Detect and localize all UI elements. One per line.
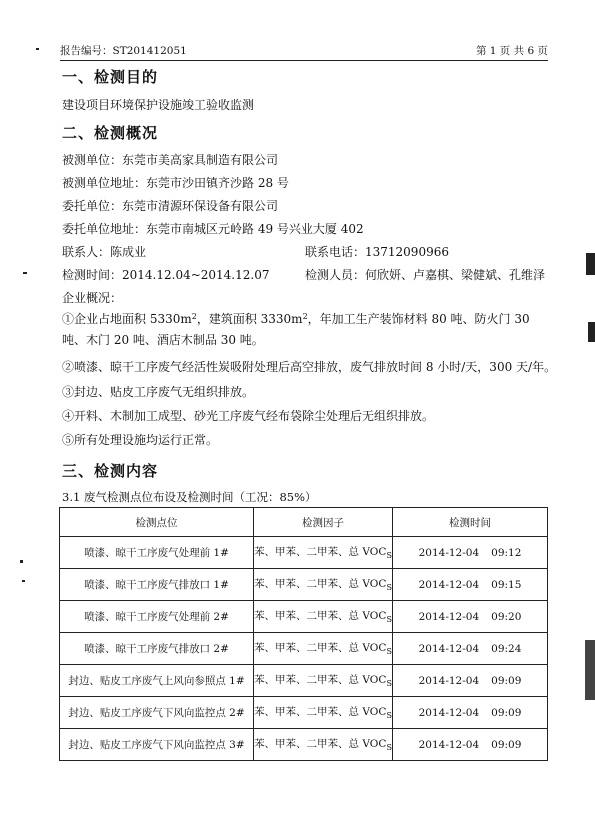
scan-edge-mark (585, 640, 595, 700)
cell-time (393, 665, 548, 697)
table-row (60, 729, 548, 761)
time-text: 09:24 (491, 642, 522, 655)
table-row (60, 569, 548, 601)
page-number: 第 1 页 共 6 页 (475, 45, 548, 57)
overview-label: 企业概况： (62, 291, 123, 305)
factor-text: 苯、甲苯、二甲苯、总 VOC (254, 578, 387, 591)
factor-subscript: S (386, 743, 392, 753)
cell-point: 封边、贴皮工序废气下风向监控点 2# (60, 697, 254, 729)
factor-text: 苯、甲苯、二甲苯、总 VOC (254, 610, 387, 623)
factor-text: 苯、甲苯、二甲苯、总 VOC (254, 674, 387, 687)
date-text: 2014-12-04 (418, 642, 480, 655)
factor-subscript: S (386, 583, 392, 593)
overview-item-4: ④开料、木制加工成型、砂光工序废气经布袋除尘处理后无组织排放。 (62, 409, 435, 423)
table-caption: 3.1 废气检测点位布设及检测时间（工况：85%） (62, 490, 317, 504)
time-text: 09:12 (491, 546, 522, 559)
sampling-table (59, 507, 548, 761)
factor-subscript: S (386, 679, 392, 689)
overview-item-5: ⑤所有处理设施均运行正常。 (62, 433, 219, 447)
contact-person: 联系人：陈成业 (62, 245, 147, 259)
header-factor: 检测因子 (254, 508, 393, 537)
time-text: 09:15 (491, 578, 522, 591)
cell-point: 封边、贴皮工序废气上风向参照点 1# (60, 665, 254, 697)
cell-point: 封边、贴皮工序废气下风向监控点 3# (60, 729, 254, 761)
scan-speck (23, 272, 27, 274)
scan-speck (22, 580, 25, 582)
inspected-address: 被测单位地址：东莞市沙田镇齐沙路 28 号 (62, 176, 289, 190)
time-text: 09:09 (491, 706, 522, 719)
cell-factor (254, 601, 393, 633)
date-text: 2014-12-04 (418, 546, 480, 559)
time-text: 09:20 (491, 610, 522, 623)
scan-edge-mark (588, 322, 595, 342)
scan-speck (36, 48, 39, 50)
factor-subscript: S (386, 551, 392, 561)
date-text: 2014-12-04 (418, 738, 480, 751)
section-title-content: 三、检测内容 (62, 462, 159, 480)
test-time: 检测时间：2014.12.04~2014.12.07 (62, 268, 270, 282)
cell-time (393, 537, 548, 569)
inspected-unit: 被测单位：东莞市美高家具制造有限公司 (62, 153, 279, 167)
cell-time (393, 729, 548, 761)
factor-text: 苯、甲苯、二甲苯、总 VOC (254, 642, 387, 655)
scan-speck (20, 560, 23, 563)
cell-time (393, 601, 548, 633)
factor-subscript: S (386, 647, 392, 657)
cell-time (393, 633, 548, 665)
table-row (60, 665, 548, 697)
date-text: 2014-12-04 (418, 578, 480, 591)
date-text: 2014-12-04 (418, 674, 480, 687)
cell-factor (254, 697, 393, 729)
table-header-row (60, 508, 548, 537)
table-row (60, 697, 548, 729)
client-address: 委托单位地址：东莞市南城区元岭路 49 号兴业大厦 402 (62, 222, 364, 236)
cell-factor (254, 633, 393, 665)
client-unit: 委托单位：东莞市清源环保设备有限公司 (62, 199, 279, 213)
overview-item-3: ③封边、贴皮工序废气无组织排放。 (62, 385, 255, 399)
table-row (60, 633, 548, 665)
header-time: 检测时间 (393, 508, 548, 537)
scan-edge-mark (586, 253, 595, 275)
cell-factor (254, 569, 393, 601)
inspectors: 检测人员：何欣妍、卢嘉棋、梁健斌、孔维泽 (305, 268, 546, 282)
cell-factor (254, 537, 393, 569)
factor-text: 苯、甲苯、二甲苯、总 VOC (254, 546, 387, 559)
date-text: 2014-12-04 (418, 610, 480, 623)
cell-point: 喷漆、晾干工序废气排放口 2# (60, 633, 254, 665)
cell-point: 喷漆、晾干工序废气排放口 1# (60, 569, 254, 601)
overview-item-1: ①企业占地面积 $5330m^2$，建筑面积 $3330m^2$，年加工生产装饰材料 80 吨、防火门 30 吨、木门 20 吨、酒店木制品 30 吨。 (62, 312, 530, 347)
table-row (60, 537, 548, 569)
overview-item-2: ②喷漆、晾干工序废气经活性炭吸附处理后高空排放，废气排放时间 8 小时/天，300 天/年。 (62, 360, 557, 374)
header-point: 检测点位 (60, 508, 254, 537)
report-number: 报告编号：ST201412051 (60, 45, 187, 57)
section-title-purpose: 一、检测目的 (62, 68, 159, 86)
purpose-text: 建设项目环境保护设施竣工验收监测 (62, 98, 255, 112)
date-text: 2014-12-04 (418, 706, 480, 719)
section-title-overview: 二、检测概况 (62, 124, 159, 142)
time-text: 09:09 (491, 674, 522, 687)
cell-time (393, 569, 548, 601)
cell-point: 喷漆、晾干工序废气处理前 1# (60, 537, 254, 569)
factor-text: 苯、甲苯、二甲苯、总 VOC (254, 738, 387, 751)
page-header (60, 40, 548, 61)
time-text: 09:09 (491, 738, 522, 751)
table-row (60, 601, 548, 633)
cell-factor (254, 665, 393, 697)
contact-phone: 联系电话：13712090966 (305, 245, 449, 259)
cell-point: 喷漆、晾干工序废气处理前 2# (60, 601, 254, 633)
factor-text: 苯、甲苯、二甲苯、总 VOC (254, 706, 387, 719)
cell-time (393, 697, 548, 729)
factor-subscript: S (386, 711, 392, 721)
cell-factor (254, 729, 393, 761)
factor-subscript: S (386, 615, 392, 625)
